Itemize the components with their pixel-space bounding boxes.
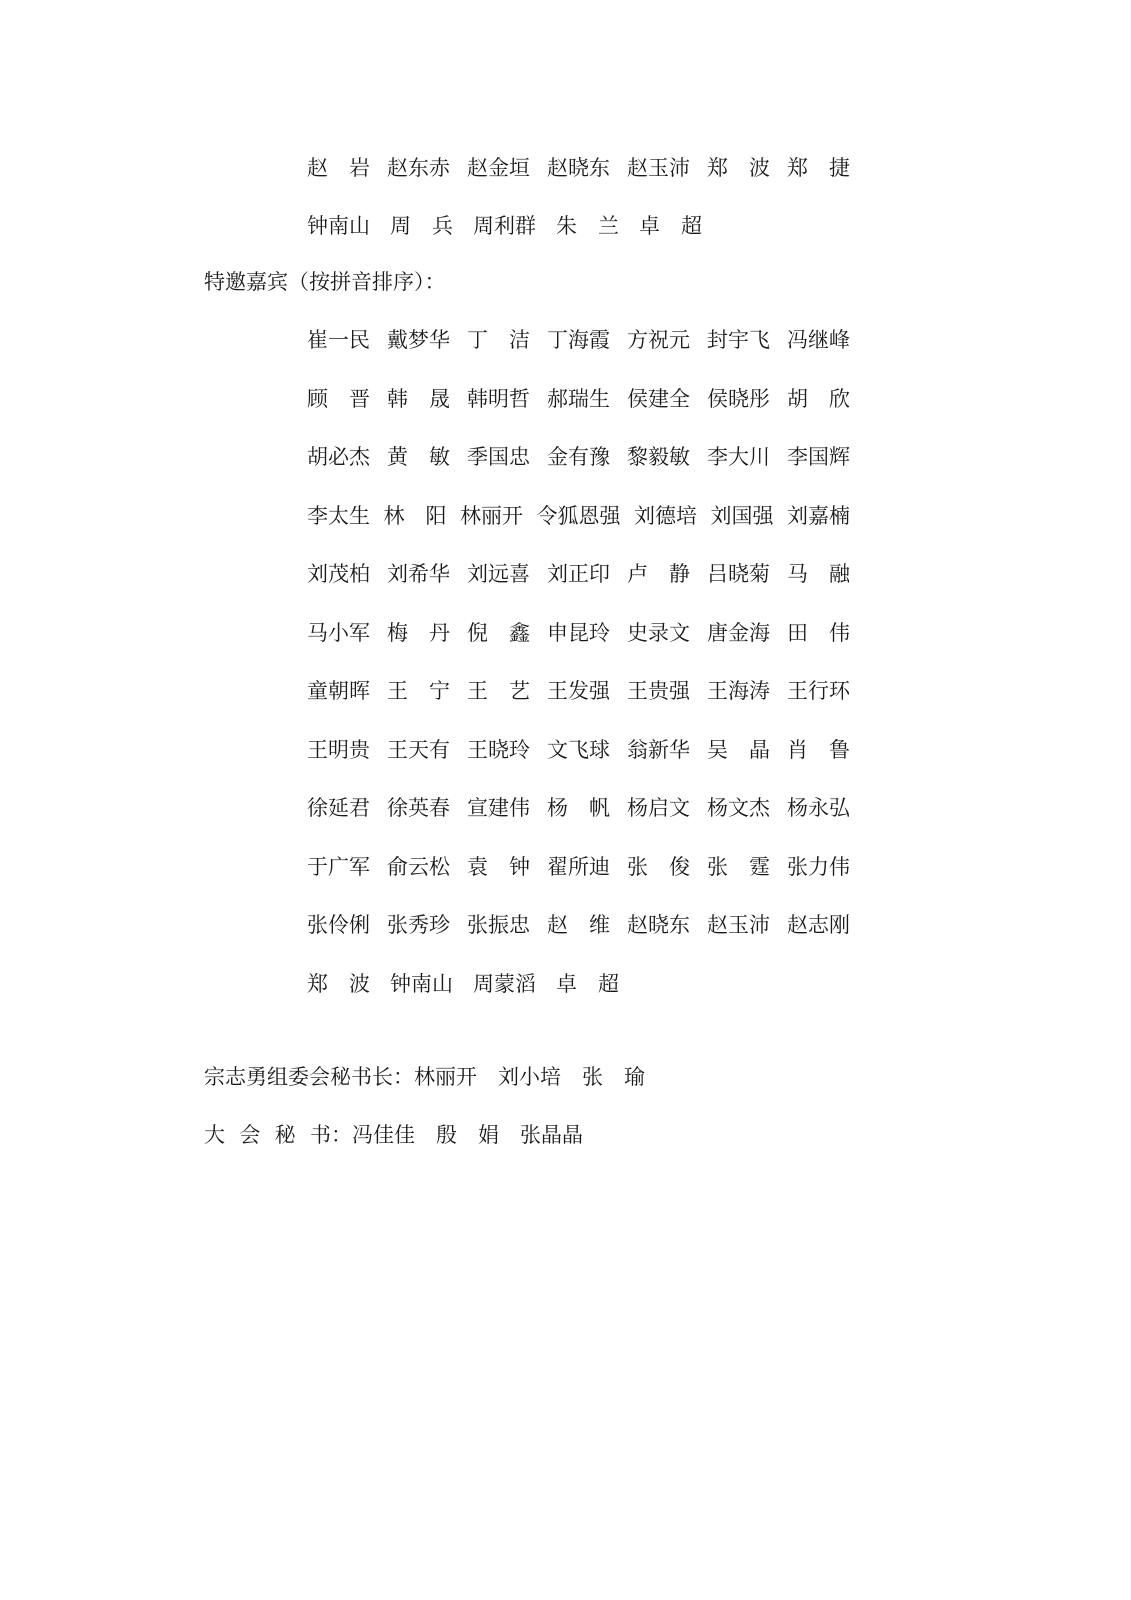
guest-names-row (307, 563, 850, 586)
person-name: 周蒙滔 (473, 972, 536, 996)
person-name: 方祝元 (627, 328, 690, 352)
person-name: 朱 兰 (556, 214, 619, 238)
committee-secretary-general-line (204, 1066, 645, 1089)
person-name: 封宇飞 (707, 328, 770, 352)
guest-names-row (307, 680, 850, 703)
person-name: 赵东赤 (387, 156, 450, 180)
person-name: 俞云松 (387, 855, 450, 879)
person-name: 胡 欣 (787, 387, 850, 411)
person-name: 杨永弘 (787, 796, 850, 820)
person-name: 田 伟 (787, 621, 850, 645)
person-name: 郝瑞生 (547, 387, 610, 411)
person-name: 刘国强 (710, 504, 774, 528)
person-name: 张振忠 (467, 913, 530, 937)
person-name: 黎毅敏 (627, 445, 690, 469)
person-name: 袁 钟 (467, 855, 530, 879)
person-name: 王行环 (787, 679, 850, 703)
wrapped-person-name: 宗志勇 (204, 1065, 267, 1089)
person-name: 马小军 (307, 621, 370, 645)
person-name: 张 霆 (707, 855, 770, 879)
person-name: 唐金海 (707, 621, 770, 645)
person-name: 王晓玲 (467, 738, 530, 762)
person-name: 卓 超 (556, 972, 619, 996)
person-name: 李太生 (307, 504, 370, 528)
person-name: 周 兵 (390, 214, 453, 238)
person-name: 李国辉 (787, 445, 850, 469)
person-name: 赵玉沛 (707, 913, 770, 937)
person-name: 童朝晖 (307, 679, 370, 703)
person-name: 钟南山 (390, 972, 453, 996)
guest-names-row (307, 215, 850, 238)
person-name: 刘德培 (634, 504, 697, 528)
person-name: 赵 岩 (307, 156, 370, 180)
person-name: 翟所迪 (547, 855, 610, 879)
person-name: 王 艺 (467, 679, 530, 703)
person-name: 赵晓东 (627, 913, 690, 937)
person-name: 郑 捷 (787, 156, 850, 180)
secretary-general-label: 组委会秘书长： (267, 1065, 414, 1089)
person-name: 肖 鲁 (787, 738, 850, 762)
person-name: 胡必杰 (307, 445, 370, 469)
person-name: 令狐恩强 (536, 504, 621, 528)
person-name: 侯晓彤 (707, 387, 770, 411)
guest-names-row (307, 622, 850, 645)
person-name: 周利群 (473, 214, 536, 238)
person-name: 宣建伟 (467, 796, 530, 820)
person-name: 吴 晶 (707, 738, 770, 762)
person-name: 徐延君 (307, 796, 370, 820)
person-name: 赵金垣 (467, 156, 530, 180)
label-char: 秘 (274, 1123, 296, 1147)
special-guests-heading: 特邀嘉宾（按拼音排序）： (204, 270, 446, 294)
person-name: 卢 静 (627, 562, 690, 586)
person-name: 王发强 (547, 679, 610, 703)
person-name: 梅 丹 (387, 621, 450, 645)
person-name: 崔一民 (307, 328, 370, 352)
person-name: 王明贵 (307, 738, 370, 762)
person-name: 徐英春 (387, 796, 450, 820)
person-name: 张 俊 (627, 855, 690, 879)
conference-secretary-names: 冯佳佳 殷 娟 张晶晶 (352, 1123, 583, 1147)
person-name: 翁新华 (627, 738, 690, 762)
person-name: 黄 敏 (387, 445, 450, 469)
person-name: 王海涛 (707, 679, 770, 703)
colon: ： (331, 1123, 352, 1147)
person-name: 张伶俐 (307, 913, 370, 937)
person-name: 杨 帆 (547, 796, 610, 820)
guest-names-row (307, 973, 850, 996)
guest-names-row (307, 388, 850, 411)
person-name: 冯继峰 (787, 328, 850, 352)
person-name: 张力伟 (787, 855, 850, 879)
person-name: 张秀珍 (387, 913, 450, 937)
person-name: 韩 晟 (387, 387, 450, 411)
guest-names-row (307, 914, 850, 937)
person-name: 刘嘉楠 (787, 504, 850, 528)
person-name: 刘正印 (547, 562, 610, 586)
person-name: 刘希华 (387, 562, 450, 586)
person-name: 金有豫 (547, 445, 610, 469)
guest-names-row (307, 157, 850, 180)
guest-names-row (307, 329, 850, 352)
person-name: 倪 鑫 (467, 621, 530, 645)
conference-secretary-line (204, 1124, 583, 1147)
person-name: 丁 洁 (467, 328, 530, 352)
person-name: 李大川 (707, 445, 770, 469)
label-char: 会 (239, 1123, 261, 1147)
person-name: 丁海霞 (547, 328, 610, 352)
secretary-general-names: 林丽开 刘小培 张 瑜 (414, 1065, 645, 1089)
person-name: 韩明哲 (467, 387, 530, 411)
person-name: 史录文 (627, 621, 690, 645)
person-name: 刘茂柏 (307, 562, 370, 586)
person-name: 戴梦华 (387, 328, 450, 352)
person-name: 季国忠 (467, 445, 530, 469)
guest-names-row (307, 797, 850, 820)
guest-names-row (307, 739, 850, 762)
person-name: 杨文杰 (707, 796, 770, 820)
guest-names-row (307, 505, 850, 528)
person-name: 王贵强 (627, 679, 690, 703)
person-name: 赵晓东 (547, 156, 610, 180)
label-char: 大 (204, 1123, 225, 1147)
person-name: 于广军 (307, 855, 370, 879)
person-name: 马 融 (787, 562, 850, 586)
person-name: 赵志刚 (787, 913, 850, 937)
label-char: 书 (309, 1123, 331, 1147)
person-name: 杨启文 (627, 796, 690, 820)
person-name: 卓 超 (639, 214, 702, 238)
guest-names-row (307, 446, 850, 469)
person-name: 郑 波 (707, 156, 770, 180)
person-name: 林丽开 (460, 504, 523, 528)
person-name: 王天有 (387, 738, 450, 762)
conference-secretary-label (204, 1124, 331, 1147)
person-name: 申昆玲 (547, 621, 610, 645)
person-name: 郑 波 (307, 972, 370, 996)
person-name: 顾 晋 (307, 387, 370, 411)
person-name: 吕晓菊 (707, 562, 770, 586)
person-name: 林 阳 (383, 504, 447, 528)
person-name: 赵玉沛 (627, 156, 690, 180)
person-name: 钟南山 (307, 214, 370, 238)
person-name: 文飞球 (547, 738, 610, 762)
person-name: 王 宁 (387, 679, 450, 703)
person-name: 刘远喜 (467, 562, 530, 586)
person-name: 赵 维 (547, 913, 610, 937)
guest-names-row (307, 856, 850, 879)
person-name: 侯建全 (627, 387, 690, 411)
